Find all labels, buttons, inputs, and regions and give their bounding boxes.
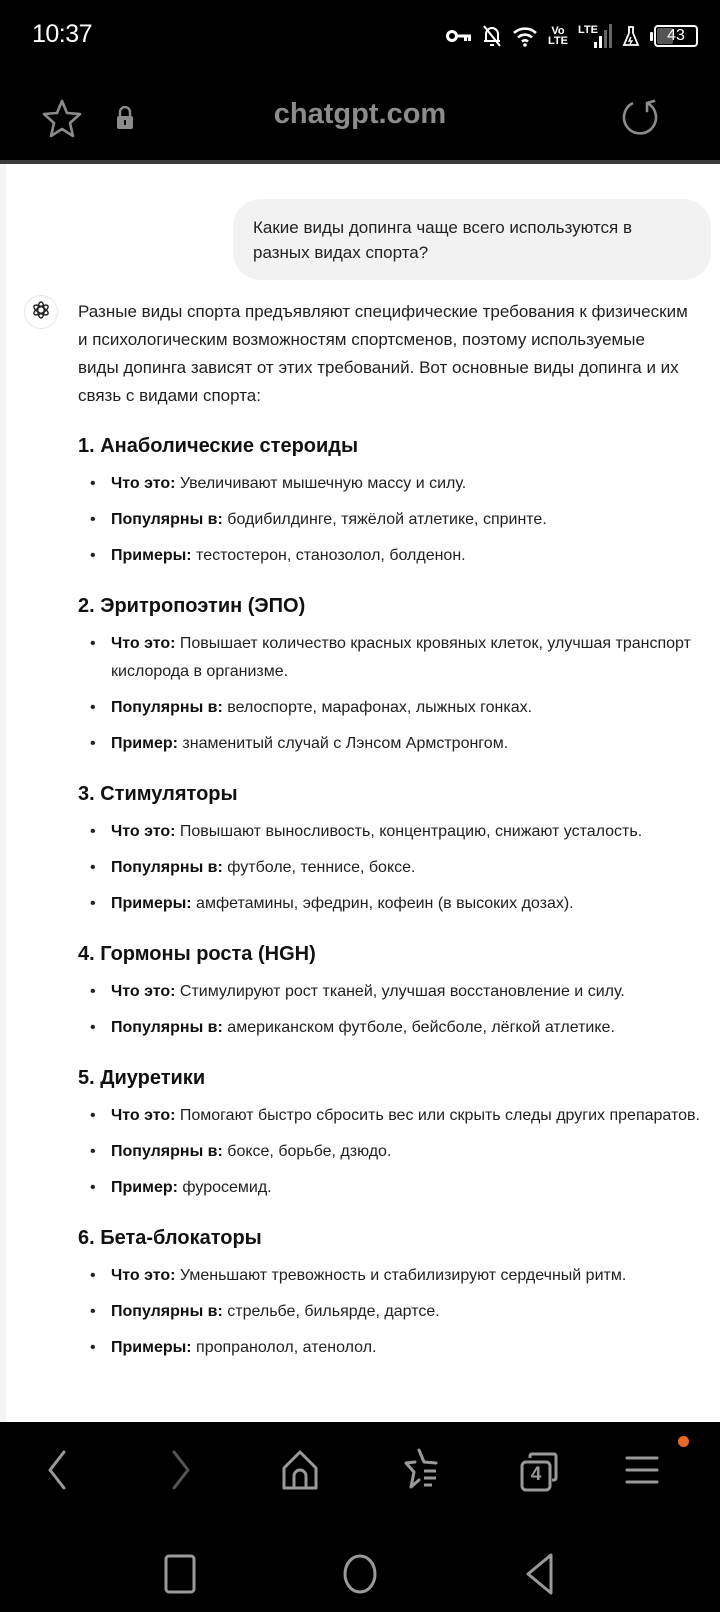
section-title: 3. Стимуляторы bbox=[78, 783, 238, 805]
list-item bbox=[78, 818, 714, 846]
bullet-icon: • bbox=[90, 735, 96, 752]
item-label: Примеры: bbox=[111, 895, 192, 912]
bullet-icon: • bbox=[90, 1339, 96, 1356]
item-label: Примеры: bbox=[111, 1339, 192, 1356]
item-text: боксе, борьбе, дзюдо. bbox=[222, 1143, 392, 1160]
status-bar bbox=[0, 0, 720, 72]
section-title: 2. Эритропоэтин (ЭПО) bbox=[78, 595, 306, 617]
item-text: амфетамины, эфедрин, кофеин (в высоких дозах). bbox=[191, 895, 574, 912]
bullet-icon: • bbox=[90, 699, 96, 716]
bullet-icon: • bbox=[90, 635, 96, 652]
square-recents-icon bbox=[164, 1554, 196, 1599]
bullet-icon: • bbox=[90, 511, 96, 528]
bullet-icon: • bbox=[90, 983, 96, 1000]
url-display[interactable]: chatgpt.com bbox=[273, 98, 447, 130]
item-label: Популярны в: bbox=[111, 1143, 223, 1160]
item-text: тестостерон, станозолол, болденон. bbox=[191, 547, 466, 564]
bullet-icon: • bbox=[90, 1179, 96, 1196]
list-item bbox=[78, 470, 714, 498]
section-list bbox=[78, 818, 714, 918]
item-label: Что это: bbox=[111, 823, 176, 840]
item-text: Помогают быстро сбросить вес или скрыть следы других препаратов. bbox=[175, 1107, 700, 1124]
item-text: Уменьшают тревожность и стабилизируют сердечный ритм. bbox=[175, 1267, 627, 1284]
item-label: Примеры: bbox=[111, 547, 192, 564]
chat-page[interactable] bbox=[0, 164, 720, 1422]
battery-icon: 43 bbox=[650, 25, 698, 47]
item-text: Повышает количество красных кровяных клеток, улучшая транспорт кислорода в организме. bbox=[111, 635, 691, 680]
user-message-bubble bbox=[233, 199, 711, 280]
list-item bbox=[78, 1298, 714, 1326]
reload-icon[interactable] bbox=[620, 98, 660, 143]
tabs-button[interactable] bbox=[516, 1448, 564, 1496]
item-text: футболе, теннисе, боксе. bbox=[222, 859, 416, 876]
section-list bbox=[78, 978, 714, 1042]
item-label: Популярны в: bbox=[111, 859, 223, 876]
system-home-button[interactable] bbox=[340, 1556, 380, 1596]
item-label: Пример: bbox=[111, 1179, 178, 1196]
home-icon bbox=[281, 1448, 319, 1497]
bookmark-list-icon bbox=[400, 1447, 440, 1498]
item-label: Что это: bbox=[111, 1107, 176, 1124]
item-text: фуросемид. bbox=[177, 1179, 272, 1196]
item-text: пропранолол, атенолол. bbox=[191, 1339, 377, 1356]
bottom-bar bbox=[0, 1422, 720, 1612]
section-title: 1. Анаболические стероиды bbox=[78, 435, 359, 457]
menu-button[interactable] bbox=[618, 1448, 666, 1496]
bullet-icon: • bbox=[90, 1267, 96, 1284]
user-message-text: Какие виды допинга чаще всего используются в разных видах спорта? bbox=[253, 218, 633, 262]
item-label: Популярны в: bbox=[111, 1019, 223, 1036]
bullet-icon: • bbox=[90, 895, 96, 912]
bullet-icon: • bbox=[90, 547, 96, 564]
list-item bbox=[78, 730, 714, 758]
chevron-left-icon bbox=[42, 1448, 72, 1497]
back-button[interactable] bbox=[33, 1448, 81, 1496]
recents-button[interactable] bbox=[160, 1556, 200, 1596]
item-text: велоспорте, марафонах, лыжных гонках. bbox=[222, 699, 533, 716]
browser-address-bar bbox=[0, 72, 720, 162]
bookmarks-button[interactable] bbox=[396, 1448, 444, 1496]
list-item bbox=[78, 506, 714, 534]
wifi-icon bbox=[512, 25, 538, 47]
triangle-back-icon bbox=[524, 1552, 556, 1601]
section-list bbox=[78, 630, 714, 758]
item-text: американском футболе, бейсболе, лёгкой атлетике. bbox=[222, 1019, 615, 1036]
section-title: 5. Диуретики bbox=[78, 1067, 206, 1089]
page-edge bbox=[0, 164, 6, 1422]
section-title: 4. Гормоны роста (HGH) bbox=[78, 943, 316, 965]
chevron-right-icon bbox=[166, 1448, 196, 1497]
section-list bbox=[78, 1102, 714, 1202]
item-label: Популярны в: bbox=[111, 699, 223, 716]
forward-button[interactable] bbox=[157, 1448, 205, 1496]
section-list bbox=[78, 1262, 714, 1362]
assistant-avatar bbox=[24, 295, 58, 329]
item-text: Повышают выносливость, концентрацию, снижают усталость. bbox=[175, 823, 643, 840]
bullet-icon: • bbox=[90, 1303, 96, 1320]
bullet-icon: • bbox=[90, 1019, 96, 1036]
bullet-icon: • bbox=[90, 823, 96, 840]
list-item bbox=[78, 1138, 714, 1166]
openai-logo-icon bbox=[31, 300, 51, 325]
list-item bbox=[78, 542, 714, 570]
item-label: Что это: bbox=[111, 983, 176, 1000]
bullet-icon: • bbox=[90, 475, 96, 492]
list-item bbox=[78, 694, 714, 722]
circle-home-icon bbox=[342, 1554, 378, 1599]
tabs-icon bbox=[520, 1452, 560, 1492]
doping-sections bbox=[78, 432, 714, 1362]
tab-count: 4 bbox=[530, 1464, 542, 1485]
list-item bbox=[78, 1014, 714, 1042]
status-icons bbox=[446, 20, 698, 52]
system-back-button[interactable] bbox=[520, 1556, 560, 1596]
list-item bbox=[78, 978, 714, 1006]
list-item bbox=[78, 1102, 714, 1130]
list-item bbox=[78, 1262, 714, 1290]
item-label: Что это: bbox=[111, 635, 176, 652]
status-time: 10:37 bbox=[32, 20, 93, 48]
item-label: Популярны в: bbox=[111, 511, 223, 528]
list-item bbox=[78, 1334, 714, 1362]
volte-icon: Vo LTE bbox=[548, 25, 568, 47]
bullet-icon: • bbox=[90, 859, 96, 876]
item-label: Что это: bbox=[111, 1267, 176, 1284]
bullet-icon: • bbox=[90, 1143, 96, 1160]
item-label: Популярны в: bbox=[111, 1303, 223, 1320]
menu-notification-badge bbox=[678, 1436, 689, 1447]
item-text: бодибилдинге, тяжёлой атлетике, спринте. bbox=[222, 511, 547, 528]
section-title: 6. Бета-блокаторы bbox=[78, 1227, 262, 1249]
notifications-off-icon bbox=[482, 24, 502, 48]
item-text: Стимулируют рост тканей, улучшая восстановление и силу. bbox=[175, 983, 625, 1000]
list-item bbox=[78, 890, 714, 918]
list-item bbox=[78, 1174, 714, 1202]
lte-signal-icon: LTE bbox=[578, 22, 612, 50]
assistant-message bbox=[78, 298, 714, 1370]
item-text: Увеличивают мышечную массу и силу. bbox=[175, 475, 467, 492]
item-label: Что это: bbox=[111, 475, 176, 492]
lab-flask-icon bbox=[622, 25, 640, 47]
home-button[interactable] bbox=[276, 1448, 324, 1496]
item-text: знаменитый случай с Лэнсом Армстронгом. bbox=[177, 735, 509, 752]
item-text: стрельбе, бильярде, дартсе. bbox=[222, 1303, 440, 1320]
assistant-intro: Разные виды спорта предъявляют специфические требования к физическим и психологическим возможностям спортсменов, поэтому используемые виды допинга зависят от этих требований. Вот основные виды допинга и их связь с видами спорта: bbox=[78, 302, 688, 405]
vpn-key-icon bbox=[446, 29, 472, 43]
list-item bbox=[78, 854, 714, 882]
list-item bbox=[78, 630, 714, 686]
hamburger-menu-icon bbox=[624, 1452, 660, 1493]
section-list bbox=[78, 470, 714, 570]
item-label: Пример: bbox=[111, 735, 178, 752]
bullet-icon: • bbox=[90, 1107, 96, 1124]
